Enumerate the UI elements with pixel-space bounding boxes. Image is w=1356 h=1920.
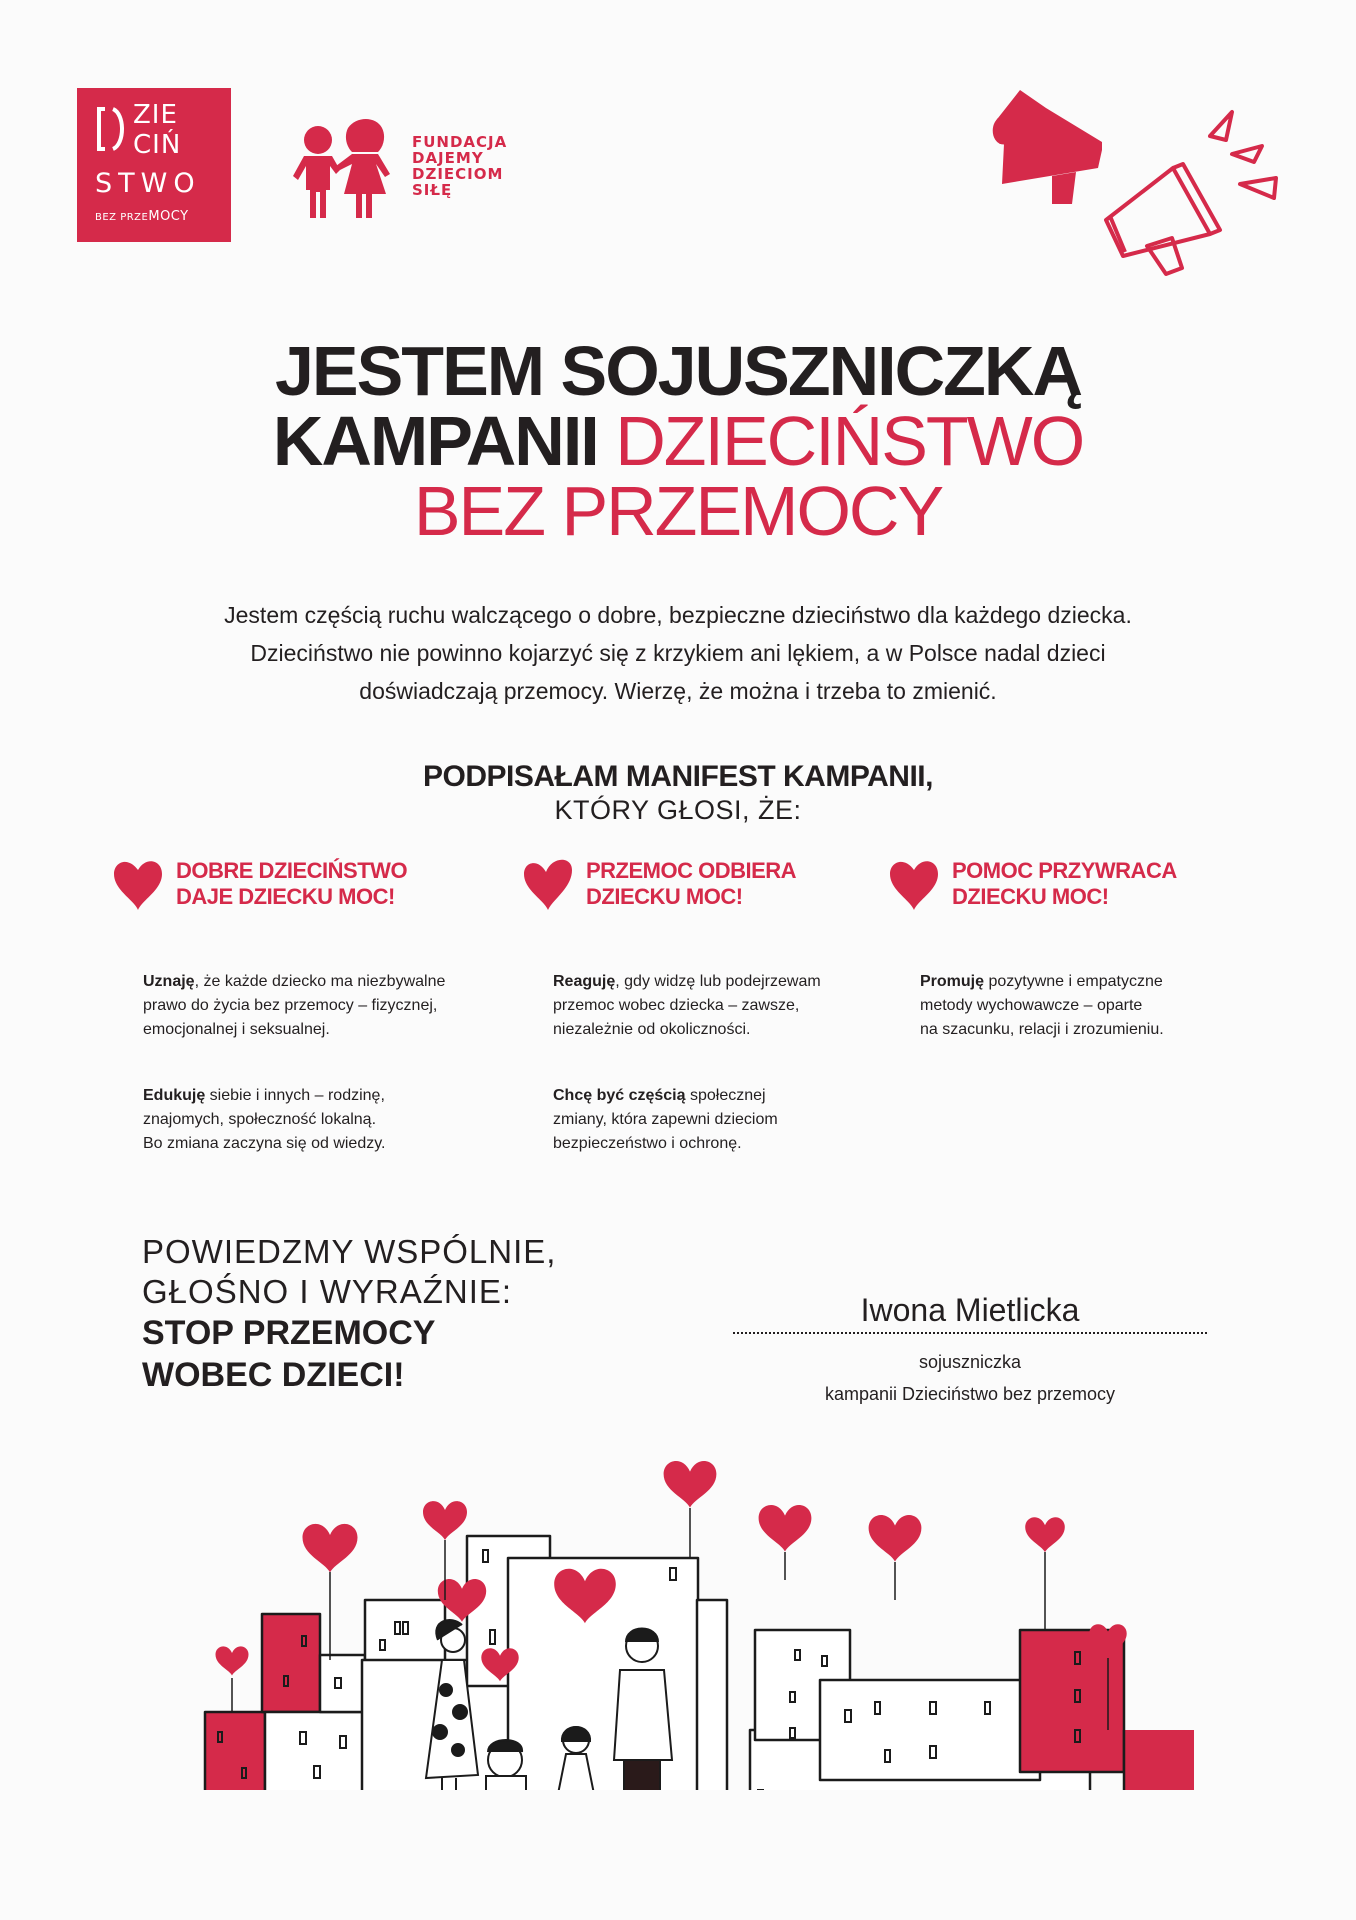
intro-paragraph <box>150 596 1206 710</box>
pledge-bold: Edukuję <box>143 1087 206 1104</box>
building <box>262 1614 320 1712</box>
pledge-text: prawo do życia bez przemocy – fizycznej, <box>143 997 438 1014</box>
pledge-text: , gdy widzę lub podejrzewam <box>615 973 821 990</box>
slogan-line: DOBRE DZIECIŃSTWO <box>176 858 408 883</box>
foundation-line: FUNDACJA <box>412 133 508 151</box>
pledge-text: na szacunku, relacji i zrozumieniu. <box>920 1021 1164 1038</box>
intro-line: doświadczają przemocy. Wierzę, że można i trzeba to zmienić. <box>359 678 997 704</box>
logo-text-3: STWO <box>95 168 201 199</box>
intro-line: Jestem częścią ruchu walczącego o dobre, bezpieczne dzieciństwo dla każdego dziecka. <box>224 602 1132 628</box>
pledge-text: , że każde dziecko ma niezbywalne <box>194 973 446 990</box>
city-hearts-illustration <box>190 1450 1290 1790</box>
children-figures-icon <box>290 118 395 223</box>
pledge-2 <box>553 970 821 1042</box>
slogan-1 <box>112 856 407 912</box>
foundation-line: DAJEMY <box>412 149 484 167</box>
intro-line: Dzieciństwo nie powinno kojarzyć się z krzykiem ani lękiem, a w Polsce nadal dzieci <box>250 640 1106 666</box>
slogan-line: POMOC PRZYWRACA <box>952 858 1177 883</box>
pledge-bold: Chcę być częścią <box>553 1087 686 1104</box>
pledge-text: niezależnie od okoliczności. <box>553 1021 751 1038</box>
pledge-text: metody wychowawcze – oparte <box>920 997 1143 1014</box>
pledge-4 <box>143 1084 385 1156</box>
heart-icon <box>888 856 940 912</box>
page-title <box>0 332 1356 550</box>
slogan-line: DAJE DZIECKU MOC! <box>176 884 395 909</box>
slogan-line: PRZEMOC ODBIERA <box>586 858 797 883</box>
pledge-bold: Reaguję <box>553 973 616 990</box>
pledge-text: emocjonalnej i seksualnej. <box>143 1021 330 1038</box>
pledge-text: przemoc wobec dziecka – zawsze, <box>553 997 800 1014</box>
pledge-text: znajomych, społeczność lokalną. <box>143 1111 377 1128</box>
building <box>320 1655 365 1712</box>
heart-icon <box>112 856 164 912</box>
building <box>365 1600 445 1664</box>
manifest-heading-line: PODPISAŁAM MANIFEST KAMPANII, <box>423 760 933 793</box>
megaphones-icon <box>990 80 1280 280</box>
title-line-1: JESTEM SOJUSZNICZKĄ <box>275 332 1081 410</box>
title-line-2-black: KAMPANII <box>272 402 598 480</box>
logo-text-2: CIŃ <box>133 130 182 160</box>
building <box>205 1712 265 1790</box>
pledge-3 <box>920 970 1164 1042</box>
closing-line: POWIEDZMY WSPÓLNIE, <box>142 1233 557 1270</box>
slogan-2 <box>522 856 796 912</box>
logo-text-4a: BEZ PRZE <box>95 212 149 223</box>
closing-slogan <box>142 1232 556 1396</box>
pledge-text: zmiany, która zapewni dzieciom <box>553 1111 778 1128</box>
foundation-line: DZIECIOM <box>412 165 504 183</box>
signature-dotted-line <box>733 1332 1207 1334</box>
heart-icon <box>522 856 574 912</box>
logo-bracket-mark <box>95 106 125 152</box>
pledge-bold: Uznaję <box>143 973 195 990</box>
closing-line-bold: WOBEC DZIECI! <box>142 1356 405 1394</box>
pledge-text: społecznej <box>685 1087 766 1104</box>
closing-line-bold: STOP PRZEMOCY <box>142 1314 436 1352</box>
title-line-2 <box>0 402 1356 480</box>
building <box>820 1680 1040 1780</box>
pledge-text: pozytywne i empatyczne <box>984 973 1163 990</box>
title-line-3: BEZ PRZEMOCY <box>413 472 943 550</box>
signer-campaign-line: kampanii Dzieciństwo bez przemocy <box>824 1384 1116 1404</box>
pledge-bold: Promuję <box>920 973 985 990</box>
pledge-text: Bo zmiana zaczyna się od wiedzy. <box>143 1135 386 1152</box>
logo-text-4 <box>95 210 189 223</box>
building <box>697 1600 727 1790</box>
campaign-logo <box>77 88 231 242</box>
pledge-1 <box>143 970 445 1042</box>
signer-role-line: sojuszniczka <box>918 1352 1022 1372</box>
manifest-subheading: KTÓRY GŁOSI, ŻE: <box>554 795 802 825</box>
title-line-2-red: DZIECIŃSTWO <box>615 402 1084 480</box>
logo-text-1: ZIE <box>133 100 178 130</box>
foundation-name <box>412 134 507 198</box>
closing-line: GŁOŚNO I WYRAŹNIE: <box>142 1273 513 1310</box>
foundation-line: SIŁĘ <box>412 181 453 199</box>
slogan-line: DZIECKU MOC! <box>586 884 743 909</box>
signer-name: Iwona Mietlicka <box>860 1292 1080 1328</box>
logo-text-4b: MOCY <box>148 209 189 224</box>
pledge-text: bezpieczeństwo i ochronę. <box>553 1135 742 1152</box>
slogan-line: DZIECKU MOC! <box>952 884 1109 909</box>
pledge-5 <box>553 1084 778 1156</box>
signer-role <box>730 1346 1210 1410</box>
building <box>1124 1730 1194 1790</box>
slogan-3 <box>888 856 1177 912</box>
pledge-text: siebie i innych – rodzinę, <box>205 1087 385 1104</box>
manifest-heading <box>0 760 1356 826</box>
